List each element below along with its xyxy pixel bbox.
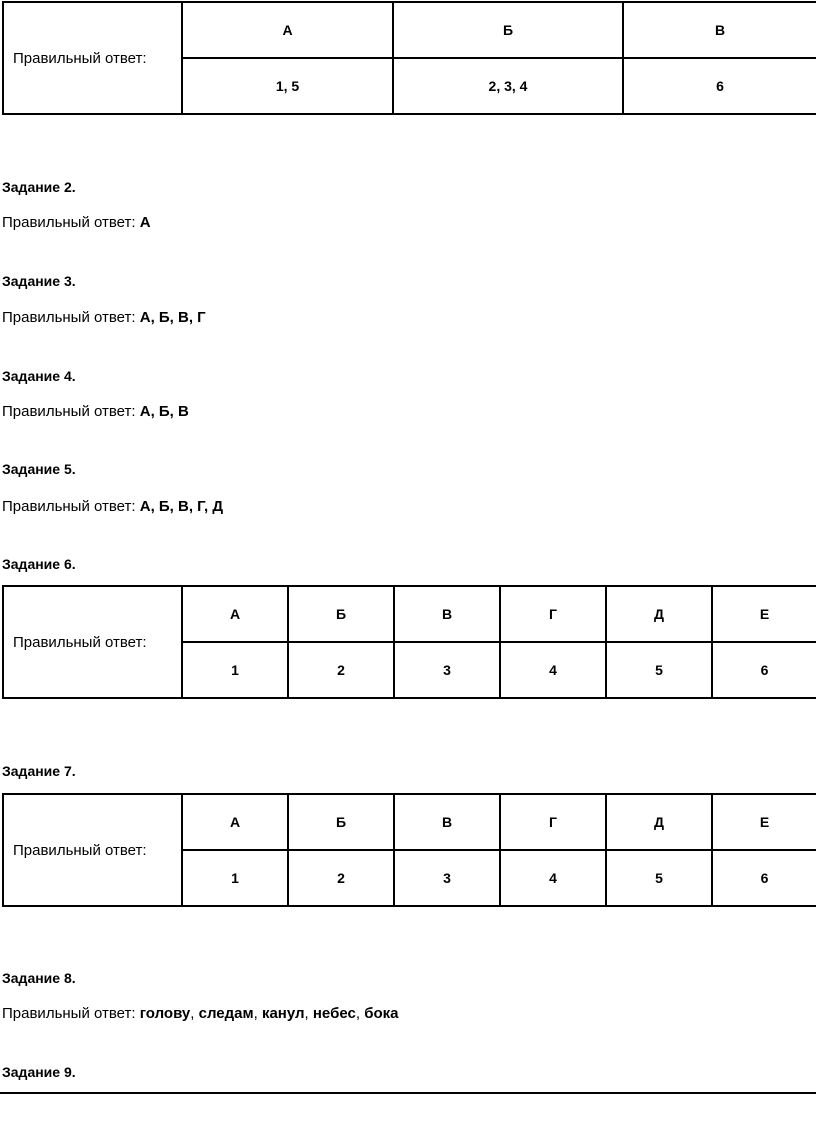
value-cell: 6 — [623, 58, 816, 114]
task-5-heading: Задание 5. — [2, 461, 76, 477]
task-8-answer — [2, 1005, 398, 1022]
header-cell: Г — [500, 586, 606, 642]
answer-word: небес — [312, 1005, 356, 1022]
answer-word: канул — [261, 1005, 305, 1022]
task-6-heading: Задание 6. — [2, 556, 76, 572]
answer-table-task-1 — [2, 1, 816, 115]
header-cell: Б — [393, 2, 623, 58]
value-cell: 5 — [606, 642, 712, 698]
header-cell: Е — [712, 794, 816, 850]
value-cell: 1 — [182, 850, 288, 906]
value-cell: 4 — [500, 850, 606, 906]
table-border-line — [0, 1092, 816, 1094]
task-4-answer — [2, 403, 189, 420]
value-cell: 4 — [500, 642, 606, 698]
answer-label: Правильный ответ: — [2, 309, 136, 326]
answer-value: А — [139, 214, 151, 231]
value-cell: 1, 5 — [182, 58, 393, 114]
task-3-answer — [2, 309, 206, 326]
answer-word: бока — [364, 1005, 399, 1022]
header-cell: Д — [606, 586, 712, 642]
answer-value: А, Б, В, Г, Д — [139, 498, 224, 515]
header-cell: В — [394, 794, 500, 850]
task-2-heading: Задание 2. — [2, 179, 76, 195]
value-cell: 5 — [606, 850, 712, 906]
header-cell: Г — [500, 794, 606, 850]
header-cell: Е — [712, 586, 816, 642]
answer-label: Правильный ответ: — [2, 498, 136, 515]
answer-label: Правильный ответ: — [2, 1005, 136, 1022]
value-cell: 6 — [712, 642, 816, 698]
header-cell: А — [182, 2, 393, 58]
header-cell: Б — [288, 794, 394, 850]
separator: , — [304, 1005, 309, 1022]
value-cell: 3 — [394, 850, 500, 906]
answer-value: А, Б, В, Г — [139, 309, 206, 326]
answer-label: Правильный ответ: — [2, 214, 136, 231]
header-cell: В — [394, 586, 500, 642]
task-7-heading: Задание 7. — [2, 763, 76, 779]
answer-label: Правильный ответ: — [3, 586, 182, 698]
task-8-heading: Задание 8. — [2, 970, 76, 986]
task-9-heading: Задание 9. — [2, 1064, 76, 1080]
value-cell: 6 — [712, 850, 816, 906]
answer-label: Правильный ответ: — [3, 794, 182, 906]
task-2-answer — [2, 214, 151, 231]
value-cell: 2 — [288, 850, 394, 906]
separator: , — [190, 1005, 195, 1022]
header-cell: В — [623, 2, 816, 58]
header-cell: Б — [288, 586, 394, 642]
value-cell: 3 — [394, 642, 500, 698]
answer-word: следам — [198, 1005, 254, 1022]
task-3-heading: Задание 3. — [2, 273, 76, 289]
header-cell: Д — [606, 794, 712, 850]
value-cell: 2 — [288, 642, 394, 698]
answer-word: голову — [139, 1005, 191, 1022]
answer-value: А, Б, В — [139, 403, 189, 420]
task-4-heading: Задание 4. — [2, 368, 76, 384]
answer-label: Правильный ответ: — [3, 2, 182, 114]
separator: , — [355, 1005, 361, 1022]
answer-table-task-7 — [2, 793, 816, 907]
value-cell: 1 — [182, 642, 288, 698]
value-cell: 2, 3, 4 — [393, 58, 623, 114]
answer-table-task-6 — [2, 585, 816, 699]
task-5-answer — [2, 498, 223, 515]
answer-label: Правильный ответ: — [2, 403, 136, 420]
header-cell: А — [182, 586, 288, 642]
header-cell: А — [182, 794, 288, 850]
separator: , — [253, 1005, 258, 1022]
